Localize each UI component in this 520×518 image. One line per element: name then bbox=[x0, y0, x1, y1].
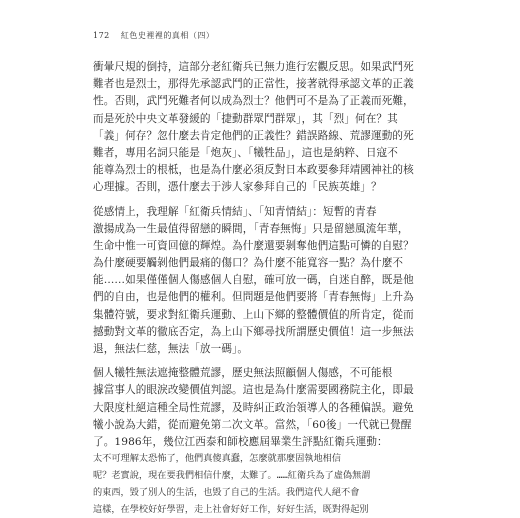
running-header bbox=[93, 30, 214, 41]
page-number: 172 bbox=[93, 31, 110, 40]
quote-line: 這樣，在學校好好學習，走上社會好好工作，好好生活，既對得起別 bbox=[93, 503, 369, 515]
text-line: 大限度杜絕這種全局性荒謬，及時糾正政治領導人的各種偏誤。避免 bbox=[93, 401, 414, 414]
text-line: 退，無法仁慈，無法「放一碼」。 bbox=[93, 343, 249, 355]
text-line: 能尊為烈士的根柢，也是為什麼必須反對日本政要參拜靖國神社的核 bbox=[93, 164, 414, 177]
text-line: 性。否則，武鬥死難者何以成為烈士？他們可不是為了正義而死難， bbox=[93, 95, 414, 108]
text-line: 撼動對文革的徹底否定，為上山下鄉尋找所謂歷史價值！這一步無法 bbox=[93, 325, 414, 338]
block-quote bbox=[93, 451, 427, 518]
quote-line: 的東西，毀了別人的生活，也毀了自己的生活。我們這代人絕不會 bbox=[93, 486, 360, 498]
paragraph bbox=[93, 59, 427, 197]
text-line: 從感情上，我理解「紅衛兵情結」、「知青情結」：短暫的青春 bbox=[93, 205, 377, 218]
text-line: 據當事人的眼淚改變價值判認。這也是為什麼需要國務院主化，即最 bbox=[93, 384, 414, 397]
quote-line: 呢？老實說，現在要我們相信什麼，太難了。……紅衛兵為了虛偽無謂 bbox=[93, 469, 371, 481]
book-title: 紅色史裡裡的真相（四） bbox=[120, 31, 215, 40]
text-line: 能……如果僅僅個人傷感個人自慰，確可放一碼，自迷自醉，既是他 bbox=[93, 274, 414, 287]
quote-line: 太不可理解太恐怖了，他們真傻真蠢，怎麼就那麼固執地相信 bbox=[93, 453, 342, 465]
paragraph-gap bbox=[93, 197, 427, 204]
text-line: 犧小說為大錯，從而避免第二次文革。當然，「60後」一代就已覺醒 bbox=[93, 418, 412, 431]
text-line: 激揚成為一生最值得留戀的瞬間，「青春無悔」只是留戀風流年華， bbox=[93, 222, 409, 235]
text-line: 心理據。否則，憑什麼去于涉人家參拜自己的「民族英雄」？ bbox=[93, 181, 382, 194]
text-line: 難者，專用名詞只能是「炮灰」、「犧牲品」，這也是納粹、日寇不 bbox=[93, 146, 398, 159]
text-line: 而是死於中央文革發緩的「捷動群眾鬥群眾」，其「烈」何在？其 bbox=[93, 112, 398, 125]
paragraph bbox=[93, 365, 427, 451]
text-line: 們的自由，也是他們的權利。但問題是他們要將「青春無悔」上升為 bbox=[93, 291, 414, 304]
text-line: 「義」何存？忽什麼去肯定他們的正義性？錯誤路線、荒謬運動的死 bbox=[93, 129, 414, 142]
paragraph bbox=[93, 204, 427, 359]
text-line: 生命中惟一可資回億的輝煌。為什麼還要剝奪他們這點可憐的自慰？ bbox=[93, 239, 414, 252]
paragraph-gap bbox=[93, 358, 427, 365]
text-line: 為什麼硬要觸剝他們最痛的傷口？為什麼不能寬容一點？為什麼不 bbox=[93, 257, 404, 270]
text-line: 衝暈尺規的倒持，這部分老紅衛兵已無力進行宏觀反思。如果武鬥死 bbox=[93, 61, 414, 73]
body-text bbox=[93, 59, 427, 518]
text-line: 集體符號，要求對紅衛兵運動、上山下鄉的整體價值的所肯定，從而 bbox=[93, 308, 414, 321]
text-line: 難者也是烈士，那得先承認武鬥的正當性，接著就得承認文革的正義 bbox=[93, 78, 414, 91]
text-line: 了。1986年，幾位江西泰和師校應屆畢業生評點紅衛兵運動： bbox=[93, 435, 388, 448]
text-line: 個人犧牲無法遮掩整體荒謬，歷史無法照顧個人傷感，不可能根 bbox=[93, 367, 393, 380]
